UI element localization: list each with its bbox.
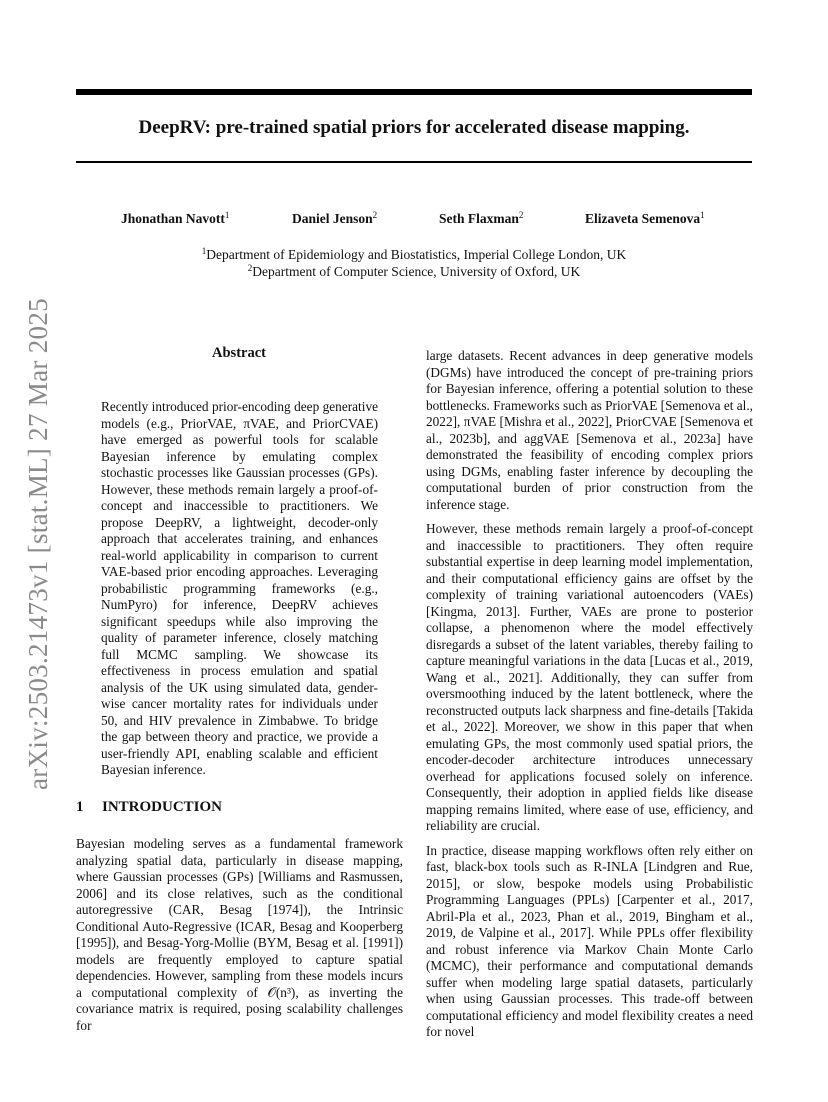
author-1 <box>121 210 229 227</box>
affiliation-text: Department of Computer Science, University of Oxford, UK <box>252 264 581 279</box>
abstract-heading: Abstract <box>212 345 266 361</box>
author-2 <box>292 210 377 227</box>
affiliation-2 <box>76 263 752 280</box>
section-heading <box>76 799 222 816</box>
introduction-paragraph: Bayesian modeling serves as a fundamental framework analyzing spatial data, particularly in disease mapping, where Gaussian processes (GPs) [Williams and Rasmussen, 2006] and its close relatives, such as the conditional autoregressive (CAR, Besag [1974]), the Intrinsic Conditional Auto-Regressive (ICAR, Besag and Kooperberg [1995]), and Besag-Yorg-Mollie (BYM, Besag et al. [1991]) models are frequently employed to capture spatial dependencies. However, sampling from these models incurs a computational complexity of 𝒪(n³), as inverting the covariance matrix is required, posing scalability challenges for <box>76 836 403 1033</box>
affiliation-mark: 2 <box>247 263 253 273</box>
title-rule-bottom <box>76 161 752 163</box>
author-affiliation-mark: 1 <box>224 210 230 220</box>
body-paragraph: In practice, disease mapping workflows often rely either on fast, black-box tools such as R-INLA [Lindgren and Rue, 2015], or slow, bespoke models using Probabilistic Programming Languages (PPLs) [Carpenter et al., 2017, Abril-Pla et al., 2023, Phan et al., 2019, Bingham et al., 2019, de Valpine et al., 2017]. While PPLs offer flexibility and robust inference via Markov Chain Monte Carlo (MCMC), their performance and computational demands suffer when modeling large spatial datasets, particularly when using Gaussian processes. This trade-off between computational efficiency and model flexibility creates a need for novel <box>426 842 753 1039</box>
author-affiliation-mark: 2 <box>372 210 378 220</box>
arxiv-identifier[interactable]: arXiv:2503.21473v1 [stat.ML] 27 Mar 2025 <box>23 298 53 790</box>
author-name: Elizaveta Semenova <box>585 211 701 226</box>
section-number: 1 <box>76 799 84 815</box>
affiliation-1 <box>76 246 752 263</box>
right-column-body <box>426 348 753 1041</box>
author-list <box>0 210 828 230</box>
author-name: Seth Flaxman <box>439 211 519 226</box>
author-affiliation-mark: 1 <box>700 210 705 220</box>
author-3 <box>439 210 523 227</box>
title-rule-top <box>76 89 752 95</box>
author-4 <box>585 210 705 227</box>
abstract-body <box>101 399 378 779</box>
author-name: Jhonathan Navott <box>121 211 225 226</box>
affiliation-mark: 1 <box>201 246 207 256</box>
body-paragraph: However, these methods remain largely a proof-of-concept and inaccessible to practitioners. They often require substantial expertise in deep learning model implementation, and their computational efficiency gains are offset by the complexity of training variational autoencoders (VAEs) [Kingma, 2013]. Further, VAEs are prone to posterior collapse, a phenomenon where the model effectively disregards a subset of the latent variables, thereby failing to capture meaningful variations in the data [Lucas et al., 2019, Wang et al., 2021]. Additionally, they can suffer from oversmoothing induced by the latent bottleneck, where the reconstructed outputs lack sharpness and fine-details [Takida et al., 2022]. Moreover, we show in this paper that when emulating GPs, the most commonly used spatial priors, the encoder-decoder architecture introduces unnecessary overhead for applications focused solely on inference. Consequently, their adoption in applied fields like disease mapping remains limited, where ease of use, efficiency, and reliability are crucial. <box>426 521 753 833</box>
author-affiliation-mark: 2 <box>518 210 524 220</box>
body-paragraph: large datasets. Recent advances in deep generative models (DGMs) have introduced the concept of pre-training priors for Bayesian inference, offering a potential solution to these bottlenecks. Frameworks such as PriorVAE [Semenova et al., 2022], πVAE [Mishra et al., 2022], PriorCVAE [Semenova et al., 2023b], and aggVAE [Semenova et al., 2023a] have demonstrated the feasibility of encoding complex priors using DGMs, enabling faster inference by decoupling the computational burden of prior construction from the inference stage. <box>426 348 753 512</box>
abstract-paragraph: Recently introduced prior-encoding deep generative models (e.g., PriorVAE, πVAE, and PriorCVAE) have emerged as powerful tools for scalable Bayesian inference by emulating complex stochastic processes like Gaussian processes (GPs). However, these methods remain largely a proof-of-concept and inaccessible to practitioners. We propose DeepRV, a lightweight, decoder-only approach that accelerates training, and enhances real-world applicability in comparison to current VAE-based prior encoding approaches. Leveraging probabilistic programming frameworks (e.g., NumPyro) for inference, DeepRV achieves significant speedups while also improving the quality of parameter inference, closely matching full MCMC sampling. We showcase its effectiveness in process emulation and spatial analysis of the UK using simulated data, gender-wise cancer mortality rates for individuals under 50, and HIV prevalence in Zimbabwe. To bridge the gap between theory and practice, we provide a user-friendly API, enabling scalable and efficient Bayesian inference. <box>101 399 378 777</box>
paper-title: DeepRV: pre-trained spatial priors for accelerated disease mapping. <box>138 117 690 138</box>
introduction-body <box>76 836 403 1034</box>
section-title: INTRODUCTION <box>102 799 223 815</box>
affiliation-text: Department of Epidemiology and Biostatistics, Imperial College London, UK <box>206 247 627 262</box>
author-name: Daniel Jenson <box>292 211 373 226</box>
